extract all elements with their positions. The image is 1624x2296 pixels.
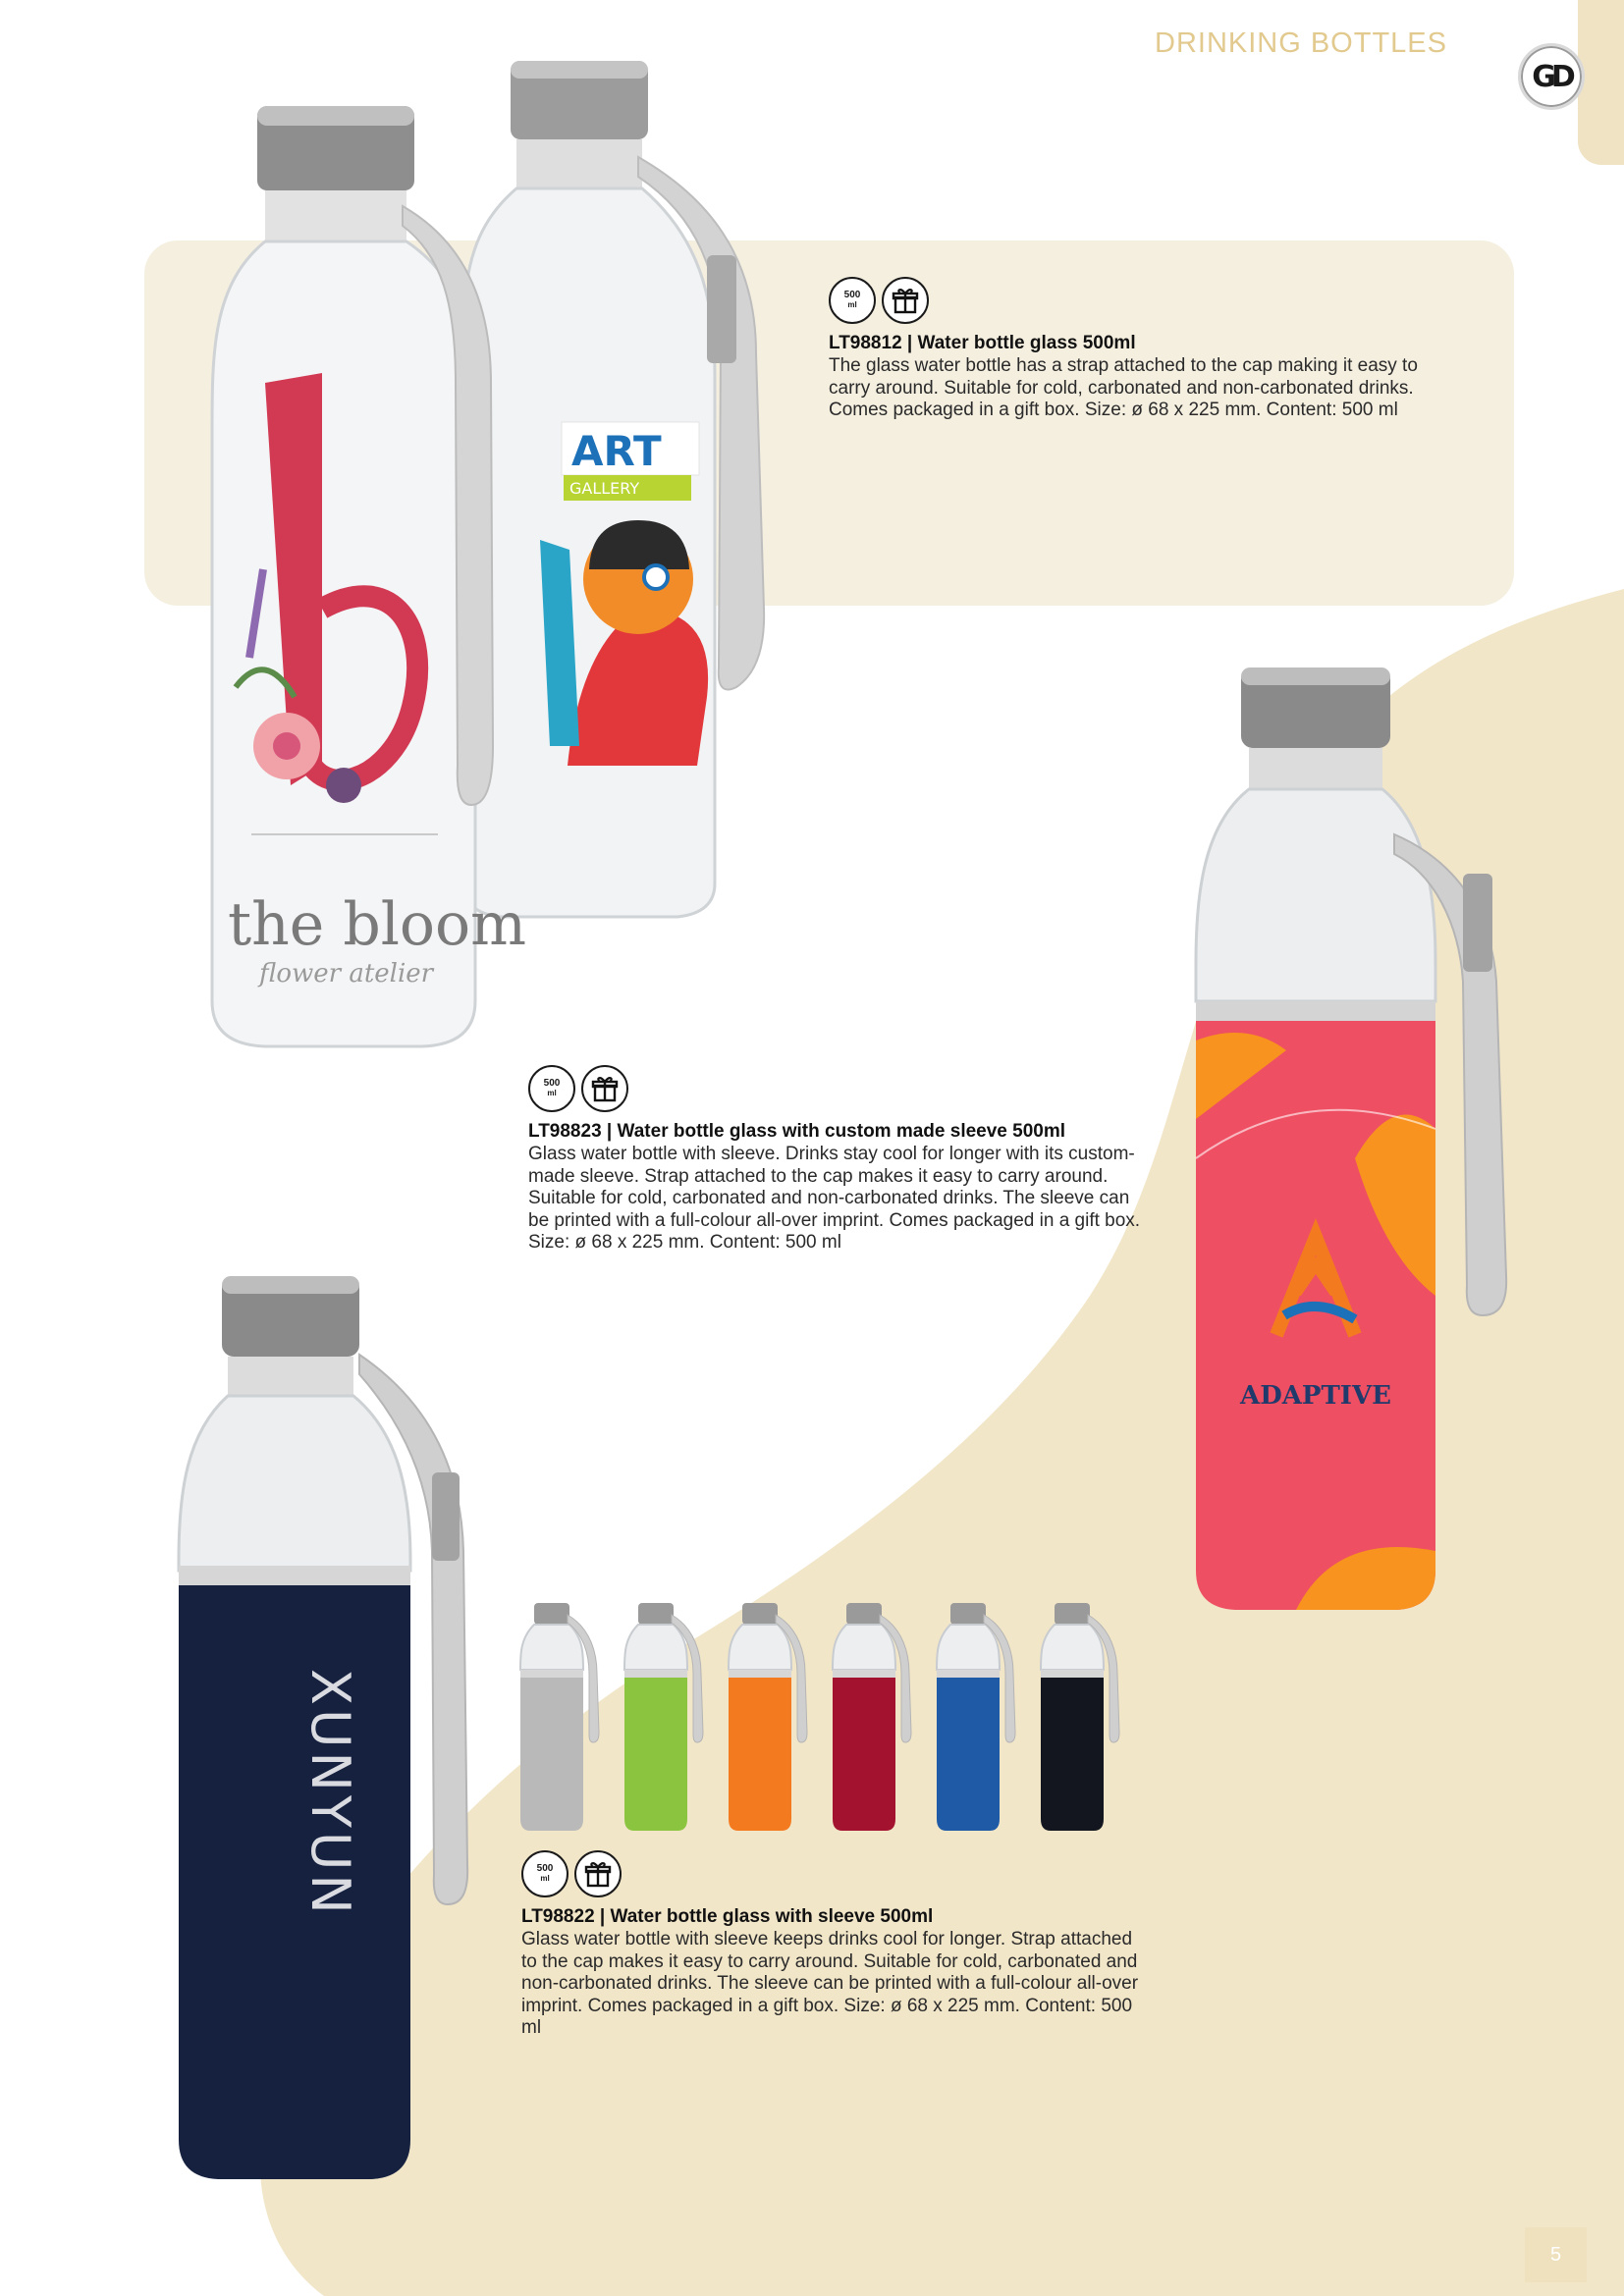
product-image-navy-sleeve-bottle bbox=[167, 1276, 501, 2189]
product-description: Glass water bottle with sleeve keeps drinks cool for longer. Strap attached to the cap makes it easy to carry around. Suitable for cold, carbonated and non-carbonated drinks. The sleeve can be printed with a full-colour all-over imprint. Comes packaged in a gift box. Size: ø 68 x 225 mm. Content: 500 ml bbox=[521, 1929, 1139, 2038]
page-number: 5 bbox=[1525, 2227, 1587, 2282]
xunyun-brand-text: XUNYUN bbox=[299, 1669, 361, 1918]
colour-variant-bottle bbox=[937, 1603, 1015, 1831]
product-description: Glass water bottle with sleeve. Drinks stay cool for longer with its custom-made sleeve. Strap attached to the cap makes it easy to carry around. Suitable for cold, carbonated and non-carbonated drinks. The sleeve can be printed with a full-colour all-over imprint. Comes packaged in a gift box. Size: ø 68 x 225 mm. Content: 500 ml bbox=[528, 1144, 1141, 1253]
flower-atelier-print-text: flower atelier bbox=[259, 959, 434, 988]
volume-value: 500 bbox=[536, 1863, 554, 1874]
product-badges bbox=[521, 1850, 1146, 1897]
adaptive-brand-text: ADAPTIVE bbox=[1240, 1381, 1391, 1411]
product-card-lt98822 bbox=[521, 1850, 1146, 2040]
colour-variant-bottle bbox=[520, 1603, 599, 1831]
gift-box-icon bbox=[882, 277, 929, 324]
product-description: The glass water bottle has a strap attached to the cap making it easy to carry around. Suitable for cold, carbonated and non-carbonated drinks. Comes packaged in a gift box. Size: ø 68 x 225 mm. Content: 500 ml bbox=[829, 355, 1418, 420]
product-badges bbox=[829, 277, 1457, 324]
product-image-pink-sleeve-bottle bbox=[1168, 667, 1542, 1629]
brand-logo bbox=[1518, 43, 1585, 110]
colour-variant-bottle bbox=[729, 1603, 807, 1831]
volume-unit: ml bbox=[847, 300, 857, 309]
product-card-lt98812 bbox=[829, 277, 1457, 422]
art-print-text: ART bbox=[571, 427, 662, 475]
the-bloom-print-text: the bloom bbox=[228, 890, 527, 959]
volume-unit: ml bbox=[547, 1089, 557, 1097]
colour-variant-bottle bbox=[833, 1603, 911, 1831]
product-badges bbox=[528, 1065, 1153, 1112]
gallery-print-text: GALLERY bbox=[569, 479, 640, 498]
section-title: DRINKING BOTTLES bbox=[1155, 27, 1447, 59]
volume-value: 500 bbox=[843, 290, 861, 300]
volume-badge bbox=[829, 277, 876, 324]
corner-tab bbox=[1578, 0, 1624, 165]
colour-variant-bottle bbox=[624, 1603, 703, 1831]
product-title: LT98822 | Water bottle glass with sleeve 500ml bbox=[521, 1906, 934, 1927]
product-title: LT98823 | Water bottle glass with custom made sleeve 500ml bbox=[528, 1121, 1066, 1142]
product-image-printed-bottles bbox=[206, 59, 815, 1050]
volume-badge bbox=[528, 1065, 575, 1112]
brand-logo-text: GD bbox=[1532, 59, 1571, 94]
product-image-colour-variants bbox=[511, 1595, 1119, 1841]
volume-value: 500 bbox=[543, 1078, 561, 1089]
gift-box-icon bbox=[581, 1065, 628, 1112]
product-title: LT98812 | Water bottle glass 500ml bbox=[829, 333, 1136, 353]
volume-unit: ml bbox=[540, 1874, 550, 1883]
colour-variant-bottle bbox=[1041, 1603, 1119, 1831]
bottle-art-gallery bbox=[463, 61, 764, 917]
volume-badge bbox=[521, 1850, 568, 1897]
gift-box-icon bbox=[574, 1850, 622, 1897]
product-card-lt98823 bbox=[528, 1065, 1153, 1255]
